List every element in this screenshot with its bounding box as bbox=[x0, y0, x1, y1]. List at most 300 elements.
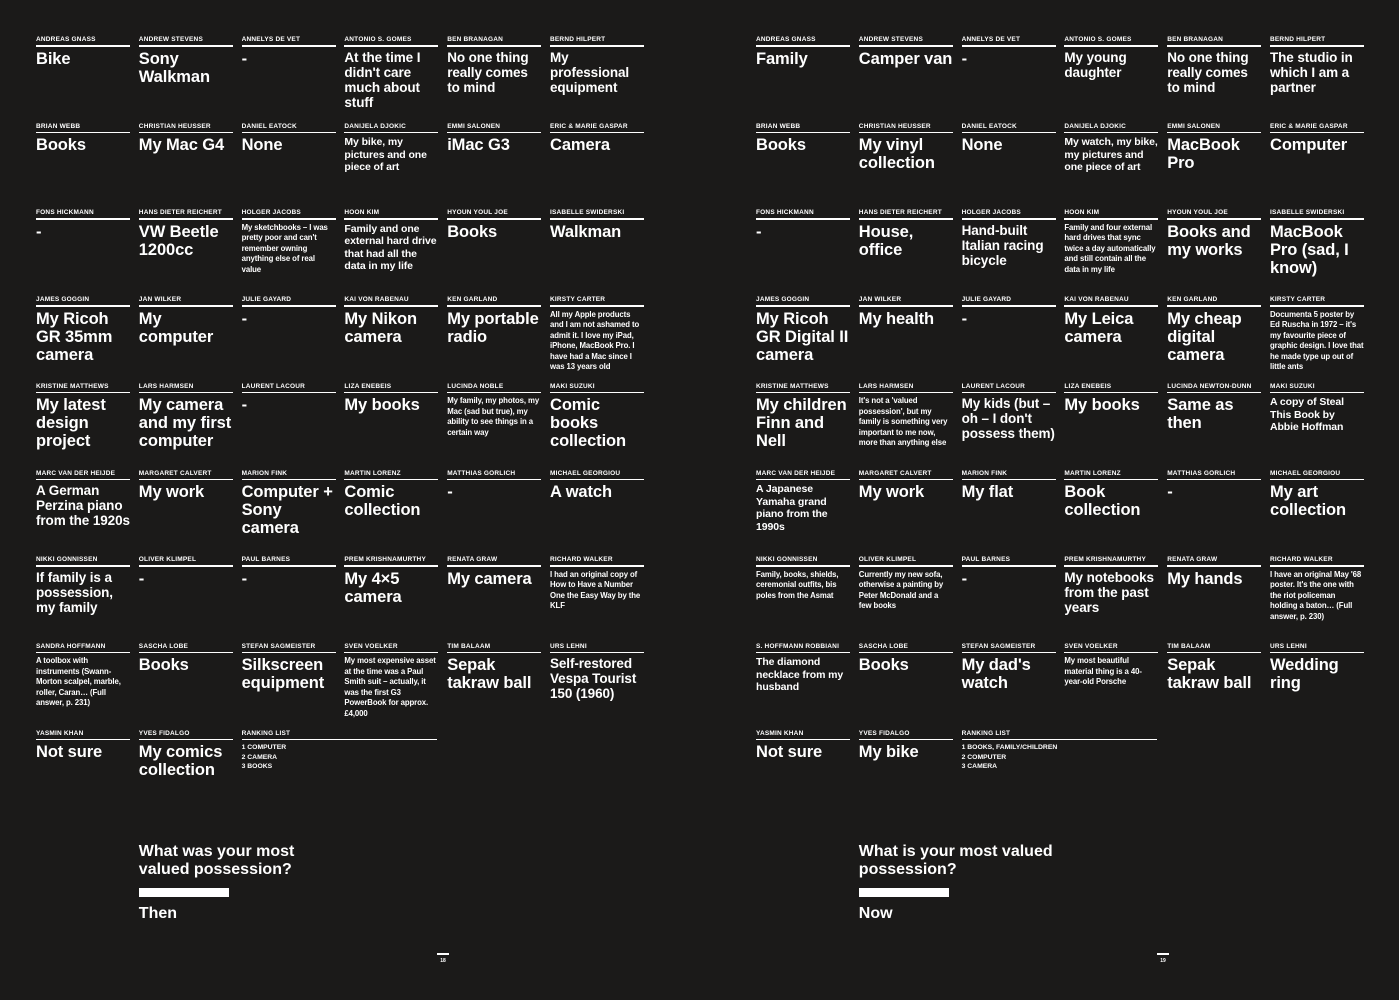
respondent-name: JAN WILKER bbox=[138, 296, 182, 304]
respondent-name: BEN BRANAGAN bbox=[1167, 36, 1224, 43]
respondent-name: JAMES GOGGIN bbox=[756, 296, 810, 304]
respondent-name: LIZA ENEBEIS bbox=[344, 382, 392, 390]
possession-answer: Family bbox=[756, 49, 808, 68]
possession-answer: None bbox=[241, 136, 283, 155]
respondent-entry bbox=[1270, 36, 1364, 95]
possession-answer: Wedding ring bbox=[1270, 656, 1339, 693]
respondent-entry bbox=[36, 383, 130, 451]
respondent-name: MATTHIAS GÖRLICH bbox=[1167, 469, 1236, 477]
respondent-entry bbox=[1064, 123, 1158, 174]
respondent-entry bbox=[550, 643, 644, 702]
possession-answer: Family, books, shields, ceremonial outfits, bis poles from the Asmat bbox=[756, 569, 839, 600]
respondent-entry bbox=[139, 36, 233, 86]
divider-rule bbox=[859, 305, 953, 307]
possession-answer: A German Perzina piano from the 1920s bbox=[36, 483, 130, 528]
respondent-name: SANDRA HOFFMANN bbox=[36, 642, 106, 650]
possession-answer: Not sure bbox=[756, 743, 823, 762]
possession-answer: My family, my photos, my Mac (sad but true), my ability to see things in a certain way bbox=[447, 396, 540, 437]
possession-answer: - bbox=[756, 222, 762, 241]
divider-rule bbox=[36, 45, 130, 47]
respondent-name: BERND HILPERT bbox=[1270, 36, 1326, 43]
respondent-name: LAURENT LACOUR bbox=[241, 382, 306, 390]
respondent-entry bbox=[1064, 643, 1158, 688]
respondent-name: ANNELYS DE VET bbox=[241, 36, 301, 43]
possession-answer: Sepak takraw ball bbox=[447, 656, 532, 693]
divider-rule bbox=[962, 652, 1056, 654]
divider-rule bbox=[36, 479, 130, 481]
divider-rule bbox=[859, 45, 953, 47]
possession-answer: I had an original copy of How to Have a Number One the Easy Way by the KLF bbox=[550, 569, 641, 611]
respondent-entry bbox=[1167, 123, 1261, 173]
divider-rule bbox=[36, 652, 130, 654]
respondent-name: RENATA GRAW bbox=[447, 556, 498, 564]
respondent-entry bbox=[756, 36, 850, 68]
respondent-entry bbox=[962, 36, 1056, 68]
divider-rule bbox=[1167, 479, 1261, 481]
possession-answer: My bike bbox=[858, 743, 919, 762]
divider-rule bbox=[139, 45, 233, 47]
possession-answer: - bbox=[241, 396, 247, 415]
question-heading: What is your most valued possession? bbox=[858, 843, 1053, 878]
divider-rule bbox=[1064, 45, 1158, 47]
possession-answer: My work bbox=[138, 483, 205, 501]
possession-answer: Books bbox=[138, 656, 189, 675]
respondent-entry bbox=[1270, 556, 1364, 622]
respondent-entry bbox=[447, 296, 541, 346]
page-number-text: 18 bbox=[440, 957, 446, 964]
divider-rule bbox=[242, 479, 336, 481]
divider-rule bbox=[447, 392, 541, 394]
respondent-entry bbox=[756, 730, 850, 762]
divider-rule bbox=[550, 45, 644, 47]
respondent-entry bbox=[344, 643, 438, 720]
respondent-entry bbox=[139, 296, 233, 346]
possession-answer: MacBook Pro (sad, I know) bbox=[1270, 222, 1349, 277]
possession-answer: My hands bbox=[1167, 569, 1243, 588]
divider-rule bbox=[756, 45, 850, 47]
possession-answer: Bike bbox=[36, 49, 71, 68]
divider-rule bbox=[859, 392, 953, 394]
possession-answer: My Nikon camera bbox=[344, 309, 417, 346]
divider-rule bbox=[447, 218, 541, 220]
divider-rule bbox=[344, 652, 438, 654]
respondent-entry bbox=[447, 470, 541, 502]
respondent-name: EMMI SALONEN bbox=[1167, 122, 1221, 130]
respondent-entry bbox=[1270, 123, 1364, 155]
respondent-name: KEN GARLAND bbox=[447, 296, 498, 304]
ranking-item: 3 CAMERA bbox=[961, 763, 998, 771]
possession-answer: Books bbox=[756, 136, 806, 155]
respondent-name: ANDREW STEVENS bbox=[138, 36, 203, 43]
divider-rule bbox=[139, 739, 233, 741]
respondent-entry bbox=[756, 556, 850, 601]
respondent-entry bbox=[36, 556, 130, 615]
divider-rule bbox=[859, 565, 953, 567]
divider-rule bbox=[962, 565, 1056, 567]
respondent-name: URS LEHNI bbox=[1270, 642, 1307, 650]
respondent-name: DANIJELA DJOKIC bbox=[1064, 122, 1127, 130]
divider-rule bbox=[1270, 45, 1364, 47]
respondent-entry bbox=[344, 383, 438, 415]
respondent-entry bbox=[859, 470, 953, 502]
possession-answer: At the time I didn't care much about stuff bbox=[344, 49, 421, 110]
possession-answer: My most beautiful material thing is a 40-year-old Porsche bbox=[1064, 656, 1142, 687]
divider-rule bbox=[756, 479, 850, 481]
respondent-name: RICHARD WALKER bbox=[1270, 556, 1333, 564]
respondent-entry bbox=[447, 209, 541, 241]
respondent-entry bbox=[859, 123, 953, 173]
divider-rule bbox=[1270, 479, 1364, 481]
respondent-name: MICHAEL GEORGIOU bbox=[1270, 469, 1341, 477]
respondent-name: KRISTINE MATTHEWS bbox=[756, 382, 829, 390]
divider-rule bbox=[447, 479, 541, 481]
divider-rule bbox=[242, 392, 336, 394]
divider-rule bbox=[139, 132, 233, 134]
respondent-entry bbox=[36, 209, 130, 241]
possession-answer: My most expensive asset at the time was a Paul Smith suit – actually, it was the first G3 PowerBook for approx. £4,000 bbox=[344, 656, 436, 718]
divider-rule bbox=[242, 218, 336, 220]
respondent-name: LIZA ENEBEIS bbox=[1064, 382, 1112, 390]
possession-answer: A toolbox with instruments (Swann-Morton scalpel, marble, roller, Caran… (Full answer, p. 231) bbox=[36, 656, 121, 708]
possession-answer: If family is a possession, my family bbox=[36, 569, 113, 615]
divider-rule bbox=[962, 45, 1056, 47]
divider-rule bbox=[1167, 218, 1261, 220]
respondent-name: MARGARET CALVERT bbox=[858, 469, 932, 477]
question-bar bbox=[139, 888, 229, 897]
respondent-entry bbox=[36, 296, 130, 364]
respondent-entry bbox=[1167, 470, 1261, 502]
divider-rule bbox=[962, 479, 1056, 481]
respondent-name: DANIEL EATOCK bbox=[241, 122, 297, 130]
possession-answer: Computer + Sony camera bbox=[241, 483, 333, 537]
possession-answer: My sketchbooks – I was pretty poor and can't remember owning anything else of real value bbox=[241, 222, 328, 274]
respondent-entry bbox=[859, 643, 953, 675]
respondent-name: PREM KRISHNAMURTHY bbox=[344, 556, 426, 564]
respondent-entry bbox=[1064, 556, 1158, 615]
respondent-entry bbox=[36, 123, 130, 155]
respondent-name: SASCHA LOBE bbox=[858, 642, 909, 650]
respondent-name: ISABELLE SWIDERSKI bbox=[550, 209, 625, 217]
respondent-entry bbox=[242, 383, 336, 415]
divider-rule bbox=[242, 565, 336, 567]
possession-answer: A copy of Steal This Book by Abbie Hoffman bbox=[1270, 396, 1344, 434]
respondent-name: SVEN VOELKER bbox=[344, 642, 398, 650]
divider-rule bbox=[344, 392, 438, 394]
possession-answer: Hand-built Italian racing bicycle bbox=[961, 222, 1044, 268]
respondent-entry bbox=[242, 296, 336, 328]
respondent-entry bbox=[550, 36, 644, 95]
respondent-name: JULIE GAYARD bbox=[241, 296, 292, 304]
divider-rule bbox=[36, 739, 130, 741]
possession-answer: Silkscreen equipment bbox=[241, 656, 325, 693]
respondent-name: PREM KRISHNAMURTHY bbox=[1064, 556, 1146, 564]
divider-rule bbox=[859, 652, 953, 654]
respondent-name: JULIE GAYARD bbox=[961, 296, 1012, 304]
respondent-entry bbox=[756, 123, 850, 155]
divider-rule bbox=[1064, 305, 1158, 307]
respondent-entry bbox=[859, 730, 953, 762]
respondent-entry bbox=[36, 36, 130, 68]
respondent-name: ANTÓNIO S. GOMES bbox=[344, 36, 412, 43]
divider-rule bbox=[1167, 652, 1261, 654]
possession-answer: A watch bbox=[550, 483, 612, 501]
respondent-name: MAKI SUZUKI bbox=[550, 382, 595, 390]
possession-answer: It's not a 'valued possession', but my family is something very important to me now, more than anything else bbox=[858, 396, 948, 448]
folio-rule bbox=[437, 953, 449, 955]
possession-answer: MacBook Pro bbox=[1167, 136, 1240, 173]
respondent-entry bbox=[756, 209, 850, 241]
possession-answer: My portable radio bbox=[447, 309, 539, 346]
divider-rule bbox=[1064, 392, 1158, 394]
respondent-name: ANDREW STEVENS bbox=[858, 36, 923, 43]
divider-rule bbox=[1270, 565, 1364, 567]
page-number bbox=[1157, 953, 1169, 964]
respondent-name: KEN GARLAND bbox=[1167, 296, 1218, 304]
divider-rule bbox=[1270, 218, 1364, 220]
possession-answer: My flat bbox=[961, 483, 1014, 501]
respondent-entry bbox=[242, 643, 336, 693]
respondent-entry bbox=[859, 36, 953, 68]
respondent-entry bbox=[550, 123, 644, 155]
divider-rule bbox=[550, 652, 644, 654]
respondent-entry bbox=[962, 296, 1056, 328]
respondent-entry bbox=[1064, 209, 1158, 275]
respondent-entry bbox=[550, 470, 644, 502]
divider-rule bbox=[242, 739, 437, 741]
respondent-name: BEN BRANAGAN bbox=[447, 36, 504, 43]
possession-answer: My kids (but – oh – I don't possess them) bbox=[961, 396, 1055, 442]
divider-rule bbox=[756, 565, 850, 567]
possession-answer: My 4×5 camera bbox=[344, 569, 402, 606]
possession-answer: My watch, my bike, my pictures and one piece of art bbox=[1064, 136, 1158, 174]
possession-answer: Camera bbox=[550, 136, 610, 155]
divider-rule bbox=[36, 565, 130, 567]
question-tag: Then bbox=[138, 905, 178, 922]
respondent-entry bbox=[36, 470, 130, 529]
possession-answer: - bbox=[1167, 483, 1173, 501]
divider-rule bbox=[344, 132, 438, 134]
possession-answer: - bbox=[241, 569, 247, 588]
respondent-entry bbox=[550, 556, 644, 612]
respondent-name: TIM BALAAM bbox=[1167, 642, 1211, 650]
respondent-name: DANIJELA DJOKIC bbox=[344, 122, 407, 130]
right-page-now bbox=[720, 0, 1399, 1000]
divider-rule bbox=[962, 305, 1056, 307]
divider-rule bbox=[550, 479, 644, 481]
divider-rule bbox=[550, 132, 644, 134]
possession-answer: My health bbox=[858, 309, 934, 328]
respondent-entry bbox=[139, 730, 233, 780]
possession-answer: All my Apple products and I am not ashamed to admit it. I love my iPad, iPhone, MacBook Pro. I have had a Mac since I was 13 years old bbox=[550, 309, 640, 372]
respondent-entry bbox=[139, 209, 233, 259]
ranking-item: 3 BOOKS bbox=[241, 763, 273, 771]
divider-rule bbox=[447, 132, 541, 134]
divider-rule bbox=[1167, 45, 1261, 47]
respondent-name: NIKKI GONNISSEN bbox=[36, 556, 98, 564]
respondent-entry bbox=[447, 556, 541, 588]
respondent-entry bbox=[756, 643, 850, 694]
possession-answer: Family and one external hard drive that had all the data in my life bbox=[344, 222, 437, 273]
respondent-name: MATTHIAS GÖRLICH bbox=[447, 469, 516, 477]
divider-rule bbox=[859, 218, 953, 220]
question-tag: Now bbox=[858, 905, 893, 922]
respondent-name: HANS DIETER REICHERT bbox=[138, 209, 222, 217]
respondent-entry bbox=[550, 209, 644, 241]
ranking-list-title: RANKING LIST bbox=[241, 729, 291, 737]
respondent-name: EMMI SALONEN bbox=[447, 122, 501, 130]
respondent-name: RICHARD WALKER bbox=[550, 556, 613, 564]
respondent-name: LUCINDA NEWTON-DUNN bbox=[1167, 382, 1252, 390]
divider-rule bbox=[1064, 132, 1158, 134]
respondent-name: BRIAN WEBB bbox=[36, 122, 81, 130]
respondent-entry bbox=[344, 470, 438, 520]
respondent-name: TIM BALAAM bbox=[447, 642, 491, 650]
respondent-name: FONS HICKMANN bbox=[756, 209, 814, 217]
respondent-name: PAUL BARNES bbox=[961, 556, 1011, 564]
possession-answer: Sepak takraw ball bbox=[1167, 656, 1252, 693]
respondent-name: URS LEHNI bbox=[550, 642, 587, 650]
respondent-entry bbox=[1064, 470, 1158, 520]
respondent-name: HOON KIM bbox=[344, 209, 380, 217]
respondent-entry bbox=[962, 556, 1056, 588]
divider-rule bbox=[242, 132, 336, 134]
possession-answer: My latest design project bbox=[36, 396, 106, 451]
respondent-entry bbox=[1270, 209, 1364, 277]
divider-rule bbox=[756, 739, 850, 741]
divider-rule bbox=[447, 45, 541, 47]
respondent-name: ANDREAS GNASS bbox=[36, 36, 96, 43]
possession-answer: Not sure bbox=[36, 743, 103, 762]
possession-answer: My Ricoh GR Digital II camera bbox=[756, 309, 849, 364]
divider-rule bbox=[962, 132, 1056, 134]
divider-rule bbox=[1167, 565, 1261, 567]
possession-answer: - bbox=[138, 569, 145, 588]
possession-answer: None bbox=[961, 136, 1003, 155]
respondent-name: DANIEL EATOCK bbox=[961, 122, 1017, 130]
respondent-entry bbox=[242, 470, 336, 538]
possession-answer: Same as then bbox=[1167, 396, 1234, 433]
divider-rule bbox=[962, 739, 1157, 741]
respondent-entry bbox=[344, 36, 438, 110]
respondent-name: MICHAEL GEORGIOU bbox=[550, 469, 621, 477]
respondent-name: JAN WILKER bbox=[858, 296, 902, 304]
respondent-name: MARTIN LORENZ bbox=[344, 469, 401, 477]
possession-answer: My books bbox=[1064, 396, 1140, 415]
respondent-entry bbox=[859, 556, 953, 612]
possession-answer: My notebooks from the past years bbox=[1064, 569, 1154, 615]
divider-rule bbox=[756, 132, 850, 134]
possession-answer: My professional equipment bbox=[550, 49, 630, 95]
divider-rule bbox=[139, 652, 233, 654]
possession-answer: Currently my new sofa, otherwise a painting by Peter McDonald and a few books bbox=[858, 569, 944, 611]
respondent-name: KAI VON RABENAU bbox=[1064, 296, 1129, 304]
divider-rule bbox=[859, 132, 953, 134]
respondent-name: HANS DIETER REICHERT bbox=[858, 209, 942, 217]
respondent-name: FONS HICKMANN bbox=[36, 209, 94, 217]
divider-rule bbox=[859, 739, 953, 741]
divider-rule bbox=[1270, 305, 1364, 307]
respondent-entry bbox=[36, 643, 130, 709]
possession-answer: My bike, my pictures and one piece of art bbox=[344, 136, 427, 174]
ranking-list bbox=[962, 730, 1157, 772]
respondent-name: PAUL BARNES bbox=[241, 556, 291, 564]
possession-answer: My vinyl collection bbox=[858, 136, 935, 173]
divider-rule bbox=[447, 652, 541, 654]
respondent-entry bbox=[344, 556, 438, 606]
respondent-entry bbox=[1270, 470, 1364, 520]
divider-rule bbox=[139, 392, 233, 394]
respondent-name: STEFAN SAGMEISTER bbox=[961, 642, 1036, 650]
divider-rule bbox=[550, 218, 644, 220]
divider-rule bbox=[344, 218, 438, 220]
possession-answer: My Leica camera bbox=[1064, 309, 1134, 346]
folio-rule bbox=[1157, 953, 1169, 955]
possession-answer: Documenta 5 poster by Ed Ruscha in 1972 – it's my favourite piece of graphic design. I love that he made type up out of little ants bbox=[1270, 309, 1364, 372]
possession-answer: Walkman bbox=[550, 222, 622, 241]
respondent-name: JAMES GOGGIN bbox=[36, 296, 90, 304]
respondent-entry bbox=[139, 556, 233, 588]
respondent-name: HOON KIM bbox=[1064, 209, 1100, 217]
respondent-name: SVEN VOELKER bbox=[1064, 642, 1118, 650]
respondent-name: LUCINDA NOBLE bbox=[447, 382, 504, 390]
respondent-name: YASMIN KHAN bbox=[36, 729, 84, 737]
divider-rule bbox=[962, 392, 1056, 394]
divider-rule bbox=[859, 479, 953, 481]
divider-rule bbox=[139, 218, 233, 220]
possession-answer: My young daughter bbox=[1064, 49, 1127, 80]
respondent-entry bbox=[139, 383, 233, 451]
respondent-entry bbox=[242, 36, 336, 68]
page-number-text: 19 bbox=[1160, 957, 1166, 964]
respondent-name: HYOUN YOUL JOE bbox=[447, 209, 508, 217]
respondent-name: HYOUN YOUL JOE bbox=[1167, 209, 1228, 217]
respondent-name: NIKKI GONNISSEN bbox=[756, 556, 818, 564]
respondent-entry bbox=[1064, 36, 1158, 80]
possession-answer: My art collection bbox=[1270, 483, 1347, 519]
divider-rule bbox=[550, 565, 644, 567]
ranking-item: 2 CAMERA bbox=[241, 753, 278, 761]
respondent-entry bbox=[447, 643, 541, 693]
divider-rule bbox=[344, 305, 438, 307]
respondent-name: LAURENT LACOUR bbox=[961, 382, 1026, 390]
divider-rule bbox=[1270, 132, 1364, 134]
divider-rule bbox=[1064, 479, 1158, 481]
respondent-name: STEFAN SAGMEISTER bbox=[241, 642, 316, 650]
respondent-entry bbox=[962, 470, 1056, 502]
respondent-name: ISABELLE SWIDERSKI bbox=[1270, 209, 1345, 217]
respondent-entry bbox=[1167, 556, 1261, 588]
divider-rule bbox=[139, 479, 233, 481]
respondent-entry bbox=[962, 643, 1056, 693]
respondent-name: KRISTINE MATTHEWS bbox=[36, 382, 109, 390]
question-block bbox=[139, 843, 339, 923]
respondent-name: ANNELYS DE VET bbox=[961, 36, 1021, 43]
possession-answer: Comic collection bbox=[344, 483, 421, 519]
divider-rule bbox=[36, 132, 130, 134]
respondent-entry bbox=[550, 383, 644, 451]
respondent-name: OLIVER KLIMPEL bbox=[138, 556, 197, 564]
respondent-name: YASMIN KHAN bbox=[756, 729, 804, 737]
divider-rule bbox=[139, 305, 233, 307]
respondent-entry bbox=[756, 470, 850, 534]
respondent-entry bbox=[1167, 383, 1261, 433]
possession-answer: My computer bbox=[138, 309, 214, 346]
respondent-name: YVES FIDALGO bbox=[138, 729, 190, 737]
possession-answer: House, office bbox=[858, 222, 914, 259]
possession-answer: My Mac G4 bbox=[138, 136, 225, 155]
respondent-name: MAKI SUZUKI bbox=[1270, 382, 1315, 390]
respondent-entry bbox=[447, 123, 541, 155]
